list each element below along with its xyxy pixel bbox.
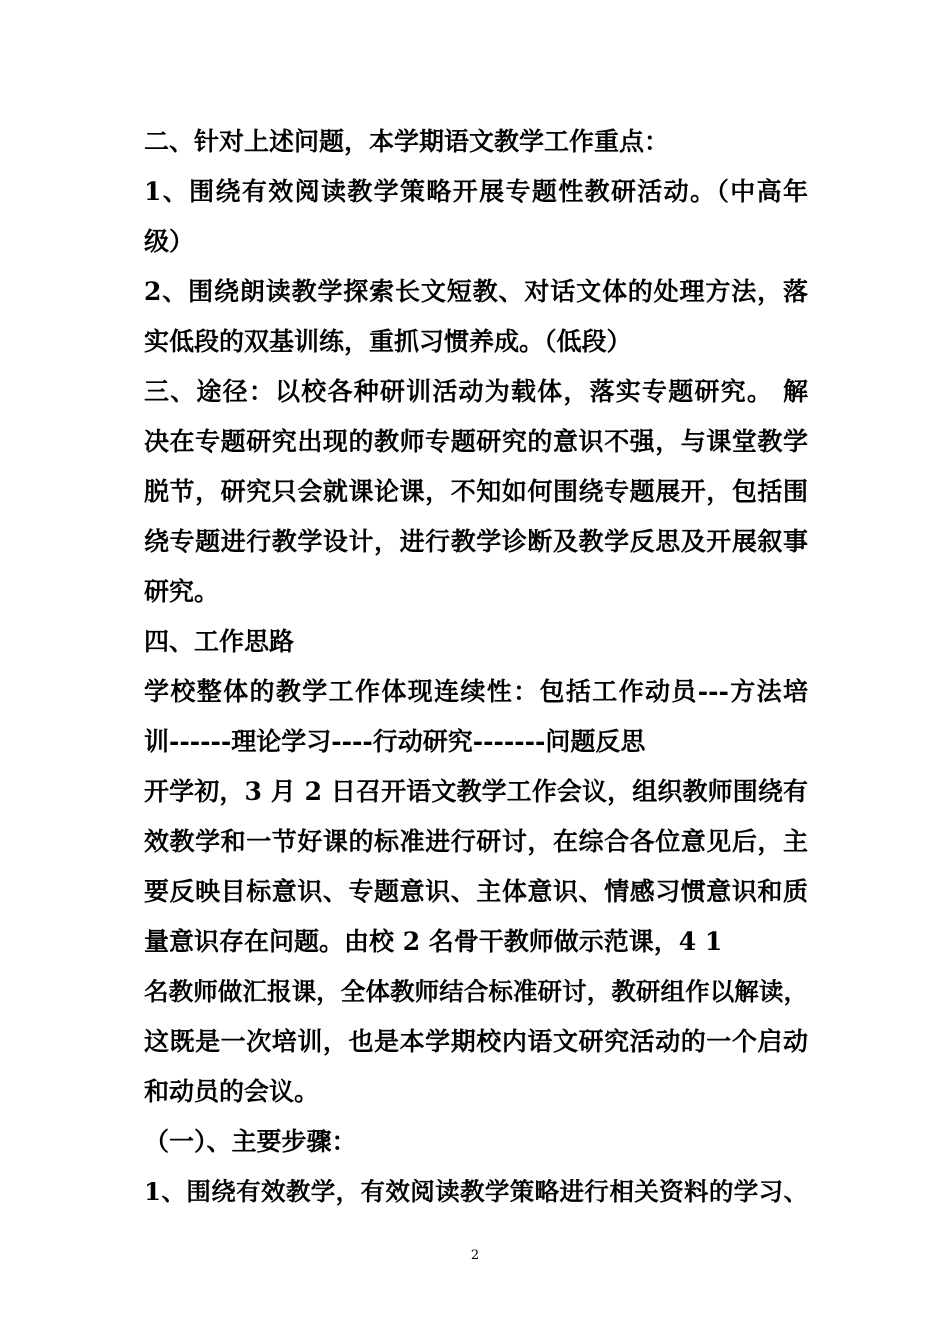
section-heading: 四、工作思路 bbox=[144, 627, 295, 656]
text-line: 脱节，研究只会就课论课，不知如何围绕专题展开，包括围 bbox=[144, 477, 808, 506]
text-line: 效教学和一节好课的标准进行研讨，在综合各位意见后，主 bbox=[144, 827, 808, 856]
section-heading: （一）、主要步骤： bbox=[144, 1127, 357, 1156]
page-number: 2 bbox=[470, 1248, 480, 1263]
text-line: 和动员的会议。 bbox=[144, 1077, 320, 1106]
text-line: 绕专题进行教学设计，进行教学诊断及教学反思及开展叙事 bbox=[144, 527, 808, 556]
text-line: 开学初，3 月 2 日召开语文教学工作会议，组织教师围绕有 bbox=[144, 777, 808, 806]
text-line: 实低段的双基训练，重抓习惯养成。（低段） bbox=[144, 327, 632, 356]
text-line: 三、途径：以校各种研训活动为载体，落实专题研究。 解 bbox=[144, 377, 808, 406]
text-line: 要反映目标意识、专题意识、主体意识、情感习惯意识和质 bbox=[144, 877, 808, 906]
text-line: 级） bbox=[144, 227, 195, 256]
text-line: 这既是一次培训，也是本学期校内语文研究活动的一个启动 bbox=[144, 1027, 808, 1056]
text-line: 学校整体的教学工作体现连续性：包括工作动员---方法培 bbox=[144, 677, 808, 706]
text-line: 1、围绕有效教学，有效阅读教学策略进行相关资料的学习、 bbox=[144, 1177, 808, 1206]
text-line: 训------理论学习----行动研究-------问题反思 bbox=[144, 727, 646, 756]
text-line: 1、围绕有效阅读教学策略开展专题性教研活动。（中高年 bbox=[144, 177, 808, 206]
text-line: 名教师做汇报课，全体教师结合标准研讨，教研组作以解读， bbox=[144, 977, 808, 1006]
text-line: 研究。 bbox=[144, 577, 220, 606]
text-line: 二、针对上述问题，本学期语文教学工作重点： bbox=[144, 127, 670, 156]
text-line: 2、围绕朗读教学探索长文短教、对话文体的处理方法，落 bbox=[144, 277, 808, 306]
text-line: 决在专题研究出现的教师专题研究的意识不强，与课堂教学 bbox=[144, 427, 808, 456]
text-line: 量意识存在问题。由校 2 名骨干教师做示范课，4 1 bbox=[144, 927, 723, 956]
